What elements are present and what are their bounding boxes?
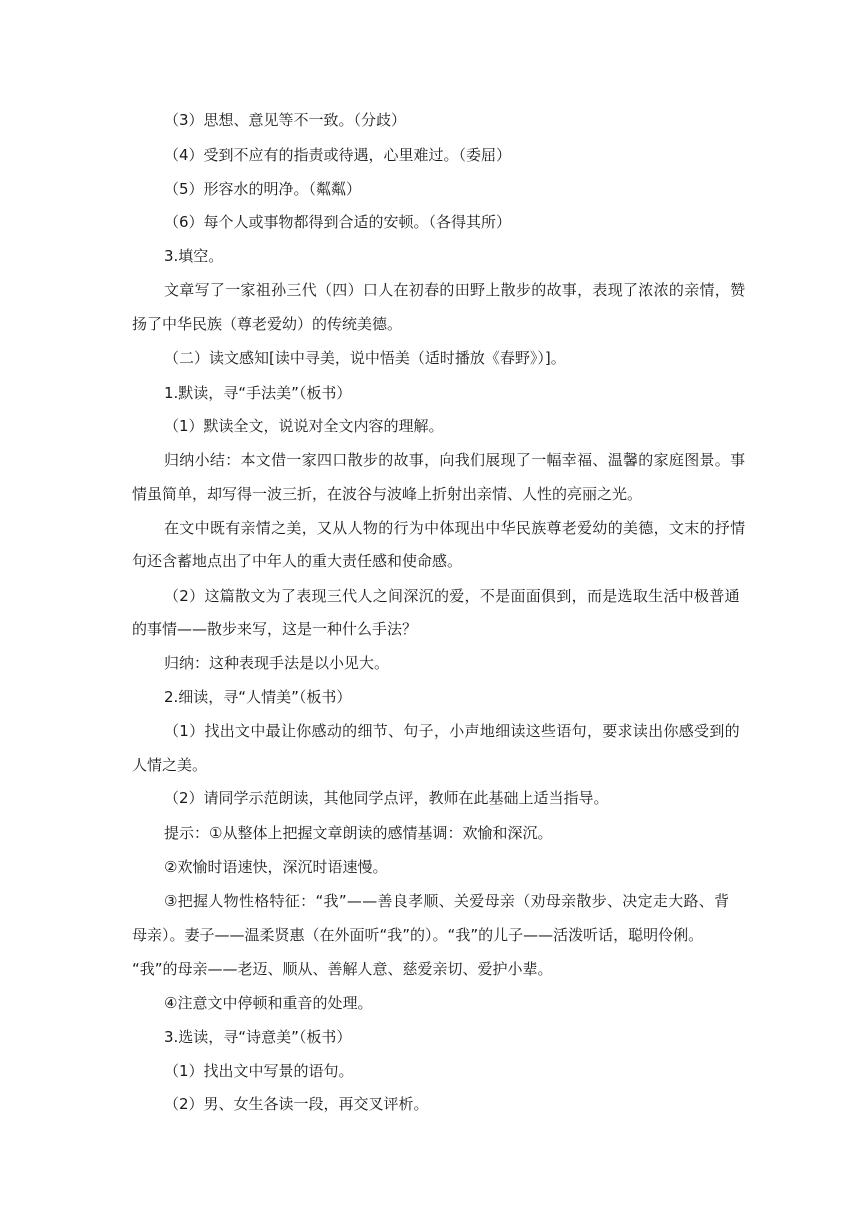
text-line-20: 人情之美。 [132, 756, 208, 774]
text-line-30: （2）男、女生各读一段，再交叉评析。 [164, 1095, 429, 1113]
text-line-29: （1）找出文中写景的语句。 [164, 1062, 354, 1080]
text-line-22: 提示：①从整体上把握文章朗读的感情基调：欢愉和深沉。 [164, 824, 553, 842]
text-line-1: （3）思想、意见等不一致。（分歧） [164, 111, 407, 129]
text-line-4: （6）每个人或事物都得到合适的安顿。（各得其所） [164, 213, 512, 231]
text-line-14: 句还含蓄地点出了中年人的重大责任感和使命感。 [132, 552, 463, 570]
text-line-11: 归纳小结：本文借一家四口散步的故事，向我们展现了一幅幸福、温馨的家庭图景。事 [164, 451, 746, 469]
text-line-12: 情虽简单，却写得一波三折，在波谷与波峰上折射出亲情、人性的亮丽之光。 [132, 485, 643, 503]
text-line-23: ②欢愉时语速快，深沉时语速慢。 [164, 858, 388, 876]
subheading-close-reading: 2.细读，寻“人情美”（板书） [164, 688, 352, 706]
text-line-10: （1）默读全文，说说对全文内容的理解。 [164, 417, 444, 435]
text-line-19: （1）找出文中最让你感动的细节、句子，小声地细读这些语句，要求读出你感受到的 [164, 722, 740, 740]
text-line-27: ④注意文中停顿和重音的处理。 [164, 994, 373, 1012]
text-line-2: （4）受到不应有的指责或待遇，心里难过。（委屈） [164, 146, 512, 164]
text-line-16: 的事情——散步来写，这是一种什么手法？ [132, 620, 418, 638]
text-line-13: 在文中既有亲情之美，又从人物的行为中体现出中华民族尊老爱幼的美德，文末的抒情 [164, 519, 746, 537]
text-line-6: 文章写了一家祖孙三代（四）口人在初春的田野上散步的故事，表现了浓浓的亲情，赞 [164, 281, 746, 299]
text-line-24: ③把握人物性格特征：“我”——善良孝顺、关爱母亲（劝母亲散步、决定走大路、背 [164, 892, 730, 910]
text-line-15: （2）这篇散文为了表现三代人之间深沉的爱，不是面面俱到，而是选取生活中极普通 [164, 587, 740, 605]
subheading-selective-reading: 3.选读，寻“诗意美”（板书） [164, 1028, 352, 1046]
text-line-25: 母亲）。妻子——温柔贤惠（在外面听“我”的）。“我”的儿子——活泼听话，聪明伶俐。 [132, 926, 704, 944]
text-line-3: （5）形容水的明净。（粼粼） [164, 180, 362, 198]
section-heading-reading: （二）读文感知[读中寻美，说中悟美（适时播放《春野》）]。 [164, 349, 566, 367]
text-line-7: 扬了中华民族（尊老爱幼）的传统美德。 [132, 315, 403, 333]
text-line-21: （2）请同学示范朗读，其他同学点评，教师在此基础上适当指导。 [164, 789, 609, 807]
text-line-26: “我”的母亲——老迈、顺从、善解人意、慈爱亲切、爱护小辈。 [132, 960, 553, 978]
section-heading-fill-blank: 3.填空。 [164, 247, 224, 265]
subheading-silent-reading: 1.默读，寻“手法美”（板书） [164, 384, 352, 402]
text-line-17: 归纳：这种表现手法是以小见大。 [164, 654, 390, 672]
